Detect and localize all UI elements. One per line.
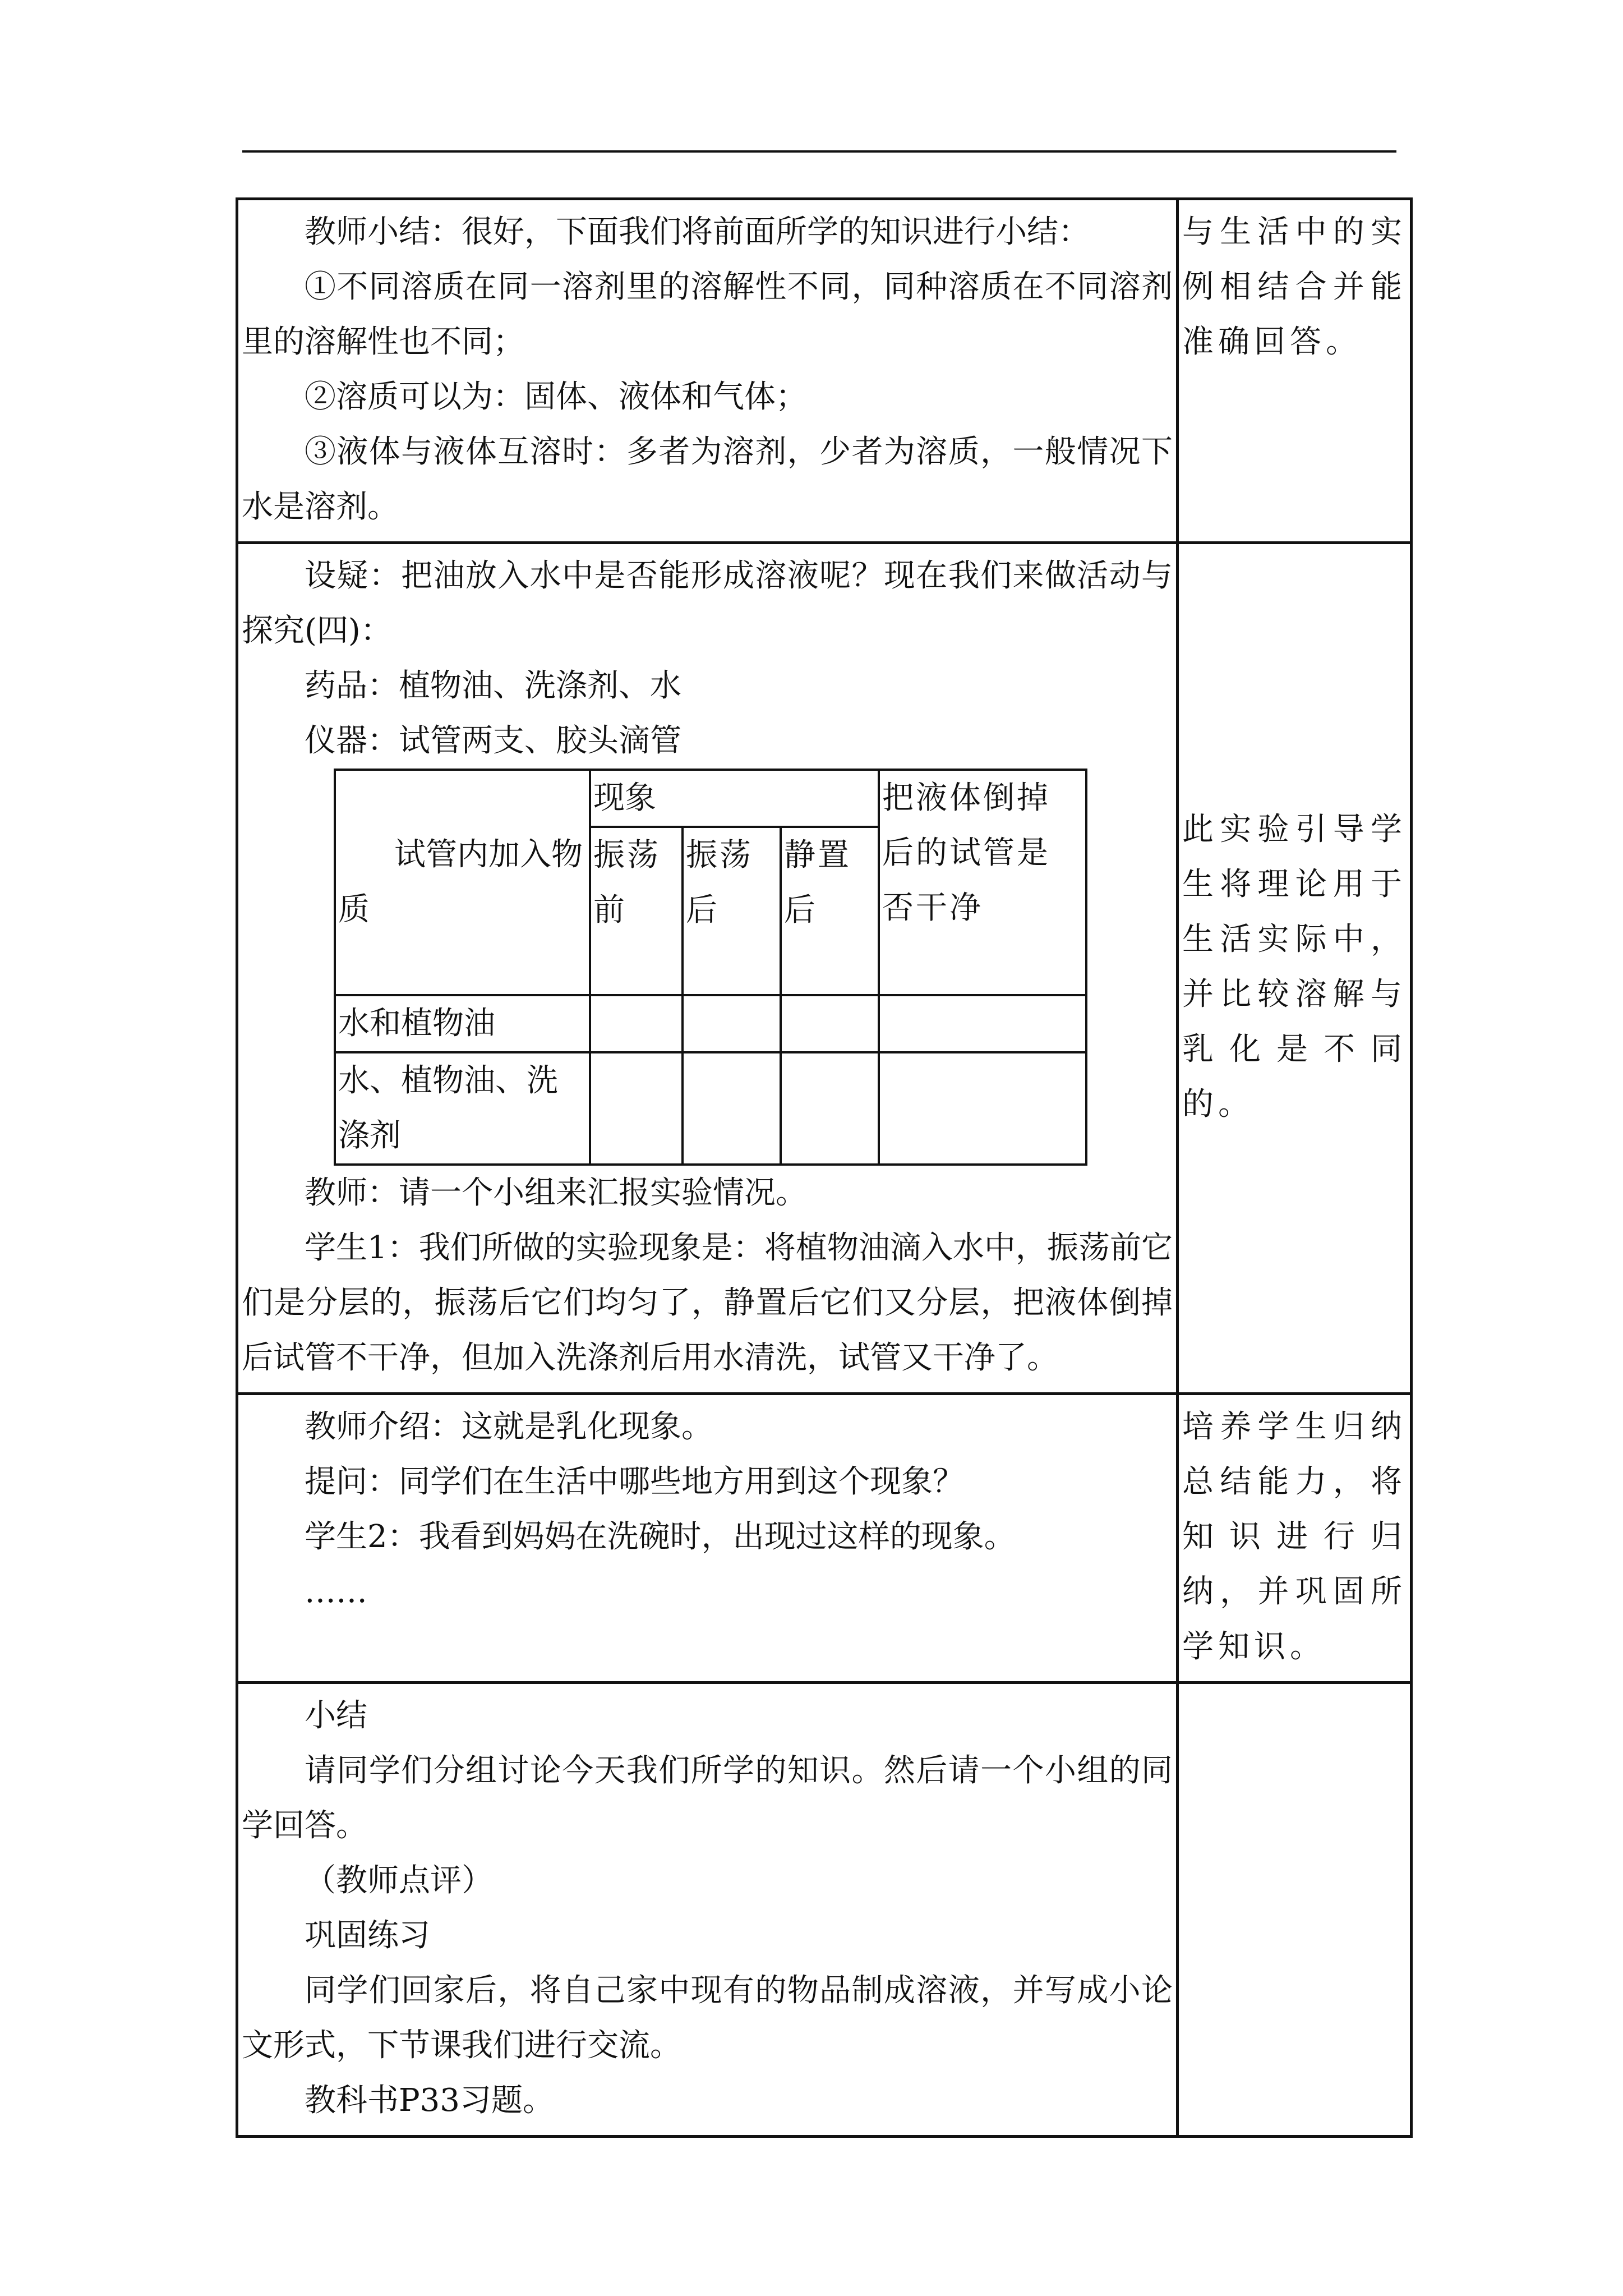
teaching-process-cell [237, 199, 1178, 543]
paragraph: 教科书P33习题。 [305, 2082, 554, 2119]
paragraph: 教师：请一个小组来汇报实验情况。 [305, 1175, 807, 1211]
empty-cell [683, 995, 781, 1052]
paragraph: 小结 [305, 1697, 367, 1734]
paragraph: 药品：植物油、洗涤剂、水 [305, 668, 681, 704]
design-intent-cell [1178, 1683, 1412, 2137]
paragraph: 同学们回家后，将自己家中现有的物品制成溶液，并写成小论文形式，下节课我们进行交流。 [242, 1972, 1173, 2064]
row-water-oil: 水和植物油 [335, 995, 590, 1052]
paragraph: 请同学们分组讨论今天我们所学的知识。然后请一个小组的同学回答。 [242, 1752, 1173, 1844]
teaching-process-cell [237, 1683, 1178, 2137]
header-clean: 把液体倒掉后的试管是否干净 [879, 770, 1086, 995]
design-intent-cell [1178, 1394, 1412, 1683]
paragraph: ①不同溶质在同一溶剂里的溶解性不同，同种溶质在不同溶剂里的溶解性也不同； [242, 269, 1173, 360]
empty-cell [683, 1052, 781, 1165]
empty-cell [781, 995, 879, 1052]
paragraph: 设疑：把油放入水中是否能形成溶液呢？现在我们来做活动与探究(四)： [242, 558, 1173, 649]
header-rule [242, 150, 1396, 153]
lesson-plan-table [236, 197, 1413, 2138]
paragraph: 教师小结：很好，下面我们将前面所学的知识进行小结： [305, 214, 1090, 250]
design-intent-note: 与生活中的实例相结合并能准确回答。 [1182, 214, 1407, 360]
design-intent-cell [1178, 199, 1412, 543]
paragraph: 学生2：我看到妈妈在洗碗时，出现过这样的现象。 [305, 1519, 1016, 1555]
paragraph: ②溶质可以为：固体、液体和气体； [305, 379, 807, 415]
lesson-row-experiment [237, 543, 1412, 1394]
header-before-shaking: 振荡前 [590, 827, 683, 995]
empty-cell [781, 1052, 879, 1165]
empty-cell [879, 1052, 1086, 1165]
design-intent-note: 此实验引导学生将理论用于生活实际中，并比较溶解与乳化是不同的。 [1182, 811, 1407, 1122]
header-after-shaking: 振荡后 [683, 827, 781, 995]
paragraph: 巩固练习 [305, 1917, 430, 1954]
design-intent-cell [1178, 543, 1412, 1394]
lesson-row-conclusion [237, 1683, 1412, 2137]
paragraph: …… [305, 1573, 367, 1610]
header-after-standing: 静置后 [781, 827, 879, 995]
paragraph: 教师介绍：这就是乳化现象。 [305, 1409, 713, 1445]
empty-cell [590, 1052, 683, 1165]
teaching-process-cell [237, 1394, 1178, 1683]
row-water-oil-detergent: 水、植物油、洗涤剂 [335, 1052, 590, 1165]
paragraph: 学生1：我们所做的实验现象是：将植物油滴入水中，振荡前它们是分层的，振荡后它们均匀了，静置后它们又分层，把液体倒掉后试管不干净，但加入洗涤剂后用水清洗，试管又干净了。 [242, 1230, 1173, 1376]
paragraph: 提问：同学们在生活中哪些地方用到这个现象？ [305, 1464, 964, 1500]
lesson-row-summary [237, 199, 1412, 543]
teaching-process-cell [237, 543, 1178, 1394]
paragraph: ③液体与液体互溶时：多者为溶剂，少者为溶质，一般情况下水是溶剂。 [242, 434, 1173, 525]
lesson-row-emulsification [237, 1394, 1412, 1683]
paragraph: 仪器：试管两支、胶头滴管 [305, 723, 681, 759]
paragraph: （教师点评） [305, 1862, 493, 1899]
header-substance: 试管内加入物质 [335, 770, 590, 995]
header-phenomenon: 现象 [590, 770, 879, 827]
experiment-table [334, 769, 1087, 1166]
design-intent-note: 培养学生归纳总结能力，将知识进行归纳，并巩固所学知识。 [1182, 1409, 1407, 1665]
empty-cell [879, 995, 1086, 1052]
empty-cell [590, 995, 683, 1052]
